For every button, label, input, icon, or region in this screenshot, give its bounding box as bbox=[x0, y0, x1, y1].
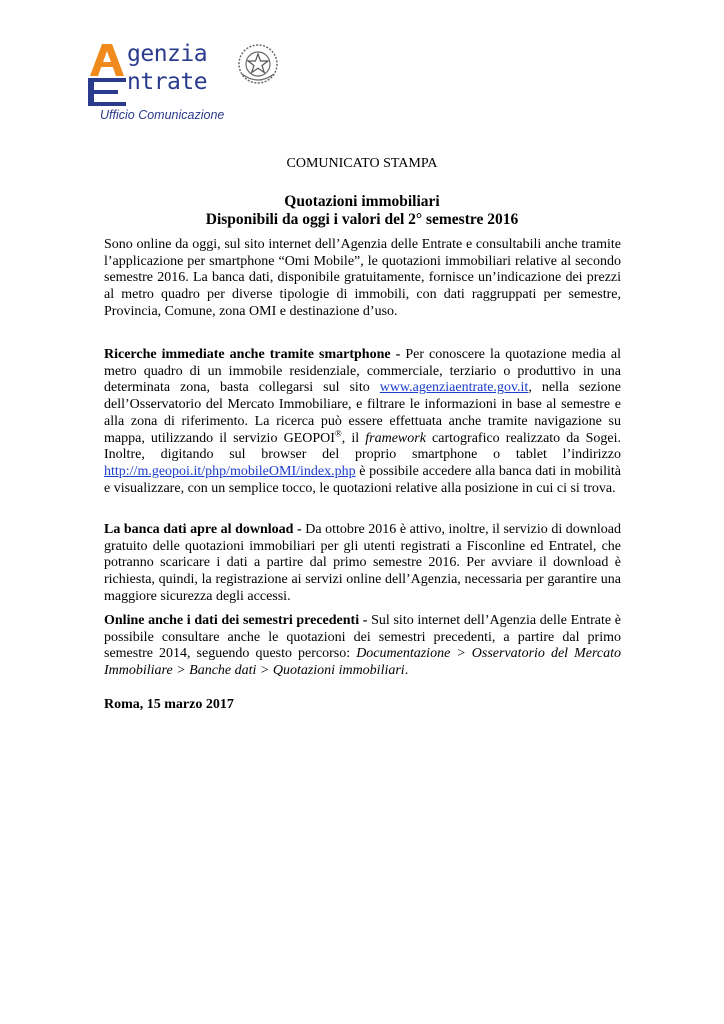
logo-word-entrate: ntrate bbox=[127, 69, 208, 95]
document-title-line2: Disponibili da oggi i valori del 2° semestre 2016 bbox=[205, 211, 519, 228]
document-kicker: COMUNICATO STAMPA bbox=[286, 156, 438, 171]
paragraph-smartphone-text-d: cartografico realizzato da Sogei. Inoltre, digitando sul browser del proprio smartphone o tablet l’indirizzo bbox=[104, 430, 622, 463]
paragraph-smartphone-lead: Ricerche immediate anche tramite smartphone - bbox=[104, 347, 401, 362]
paragraph-previous-lead: Online anche i dati dei semestri precedenti - bbox=[104, 613, 368, 628]
paragraph-intro bbox=[104, 237, 621, 321]
paragraph-smartphone-text-b: , nella sezione dell’Osservatorio del Mercato Immobiliare, e filtrare le informazioni in base al semestre e alla zona di riferimento. La ricerca può essere effettuata anche tramite navigazione su mappa, utilizzando il servizio GEOPOI bbox=[104, 380, 621, 446]
paragraph-previous-end: . bbox=[404, 663, 409, 679]
paragraph-smartphone-text-c: , il bbox=[341, 430, 366, 446]
office-name: Ufficio Comunicazione bbox=[100, 108, 225, 122]
paragraph-download-text: Da ottobre 2016 è attivo, inoltre, il servizio di download gratuito delle quotazioni immobiliari per gli utenti registrati a Fisconline ed Entratel, che potranno scaricare i dati a partire dal primo semestre 2016. Per avviare il download è richiesta, quindi, la registrazione ai servizi online dell’Agenzia, necessaria per garantire una maggiore sicurezza degli accessi. bbox=[104, 522, 621, 604]
paragraph-previous-semesters bbox=[104, 613, 621, 680]
paragraph-download-lead: La banca dati apre al download - bbox=[104, 522, 302, 537]
geopoi-mobile-link[interactable]: http://m.geopoi.it/php/mobileOMI/index.php bbox=[104, 463, 356, 479]
paragraph-previous-text: Sul sito internet dell’Agenzia delle Entrate è possibile consultare anche le quotazioni dei semestri precedenti, a partire dal primo semestre 2014, seguendo questo percorso: bbox=[104, 613, 621, 662]
paragraph-smartphone bbox=[104, 347, 621, 497]
document-title-line1: Quotazioni immobiliari bbox=[284, 193, 440, 210]
navigation-path: Documentazione > Osservatorio del Mercato Immobiliare > Banche dati > Quotazioni immobiliari bbox=[104, 646, 621, 679]
framework-word: framework bbox=[365, 430, 426, 446]
logo-word-agenzia: genzia bbox=[127, 41, 208, 67]
paragraph-download bbox=[104, 522, 621, 606]
paragraph-intro-text: Sono online da oggi, sul sito internet dell’Agenzia delle Entrate e consultabili anche tramite l’applicazione per smartphone “Omi Mobile”, le quotazioni immobiliari relative al secondo semestre 2016. La banca dati, disponibile gratuitamente, fornisce un’indicazione dei prezzi al metro quadro per diverse tipologie di immobili, con dati raggruppati per semestre, Provincia, Comune, zona OMI e destinazione d’uso. bbox=[104, 237, 621, 319]
registered-mark: ® bbox=[334, 427, 342, 438]
paragraph-smartphone-text-e: è possibile accedere alla banca dati in mobilità e visualizzare, con un semplice tocco, le quotazioni relative alla posizione in cui ci si trova. bbox=[104, 463, 621, 496]
signature-date: Roma, 15 marzo 2017 bbox=[104, 697, 234, 712]
italian-republic-emblem-icon bbox=[236, 42, 280, 86]
paragraph-smartphone-text-a: Per conoscere la quotazione media al metro quadro di un immobile residenziale, commerciale, terziario o produttivo in una determinata zona, basta collegarsi sul sito bbox=[104, 347, 622, 396]
agenzia-entrate-link[interactable]: www.agenziaentrate.gov.it bbox=[379, 380, 529, 396]
